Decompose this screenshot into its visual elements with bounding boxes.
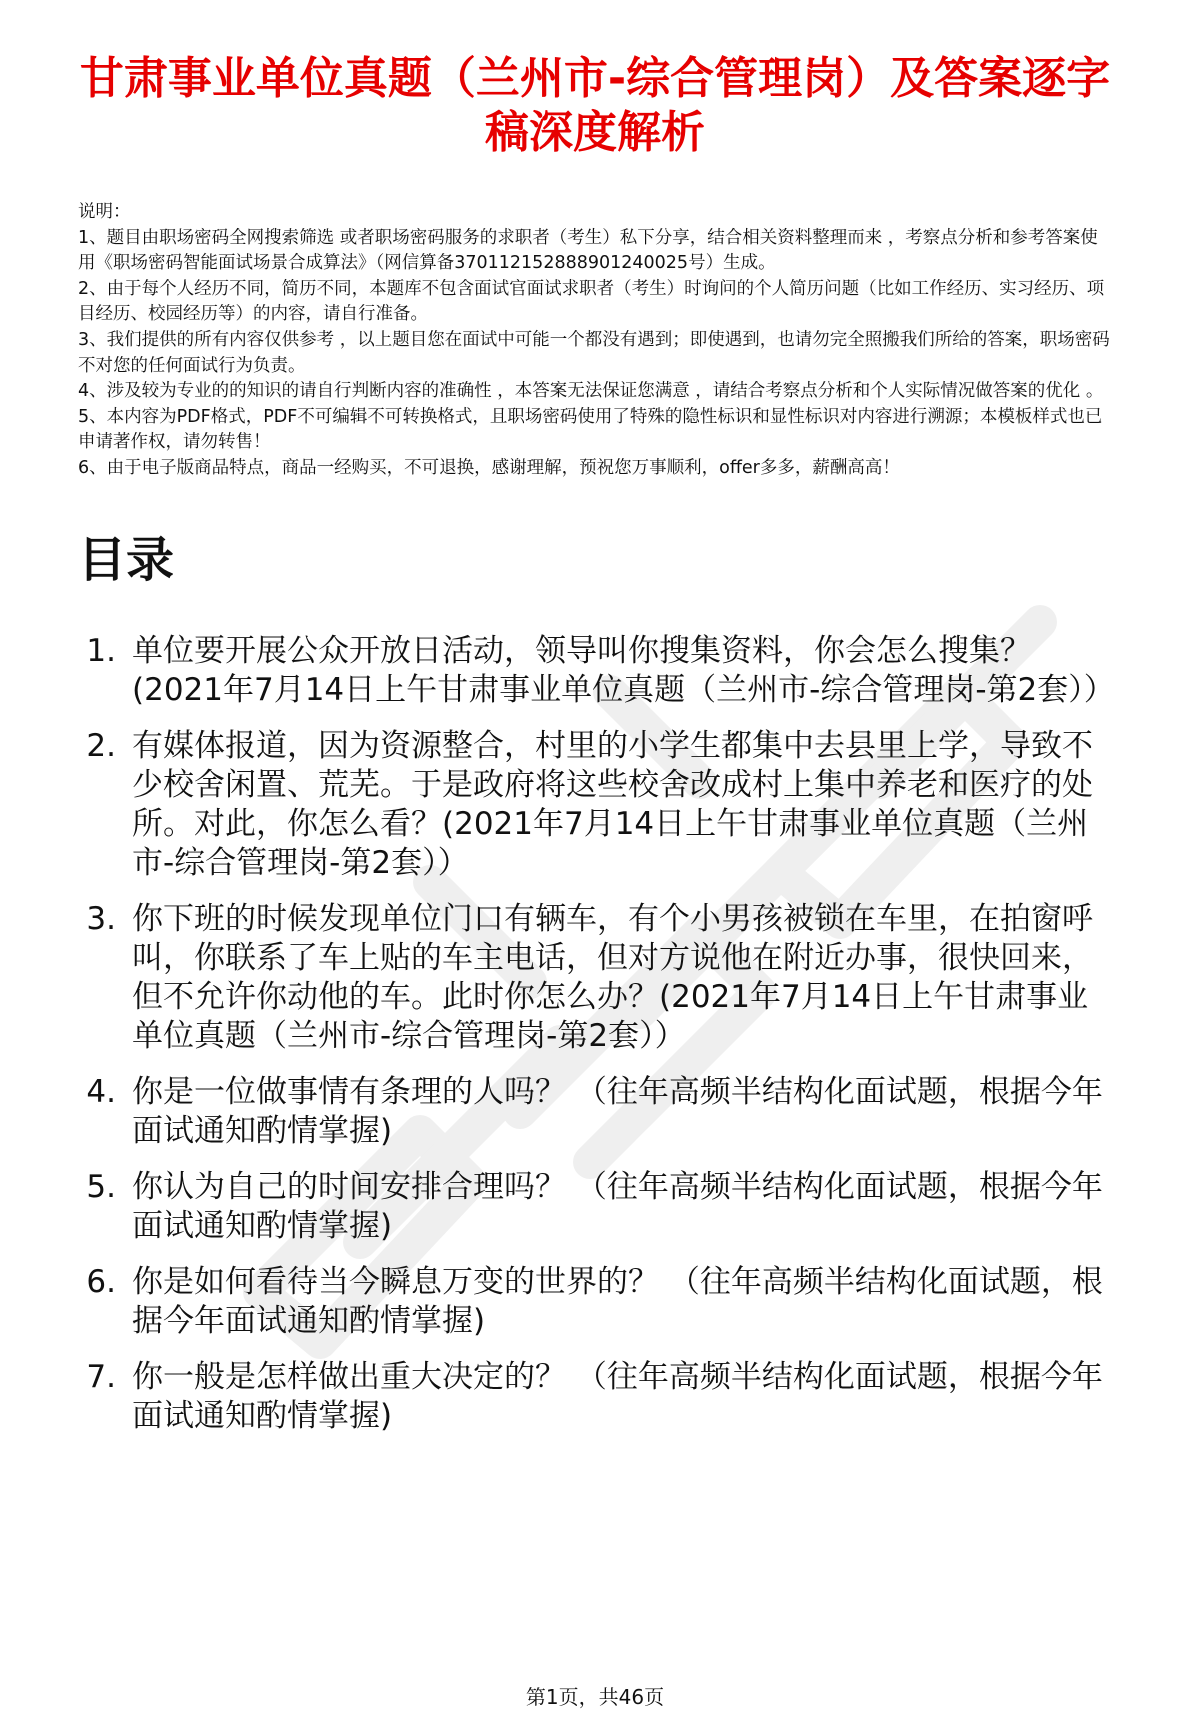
toc-item-text: 你认为自己的时间安排合理吗？ （往年高频半结构化面试题，根据今年面试通知酌情掌握) xyxy=(132,1168,1103,1244)
document-title: 甘肃事业单位真题（兰州市-综合管理岗）及答案逐字稿深度解析 xyxy=(79,53,1111,158)
toc-item[interactable] xyxy=(78,900,1112,1056)
toc-heading: 目录 xyxy=(78,531,175,588)
toc-item[interactable] xyxy=(78,1073,1112,1151)
toc-item[interactable] xyxy=(78,1168,1112,1246)
note-item: 3、我们提供的所有内容仅供参考 ，以上题目您在面试中可能一个都没有遇到；即使遇到，也请勿完全照搬我们所给的答案，职场密码不对您的任何面试行为负责。 xyxy=(78,329,1110,376)
note-item: 4、涉及较为专业的的知识的请自行判断内容的准确性 ，本答案无法保证您满意 ，请结合考察点分析和个人实际情况做答案的优化 。 xyxy=(78,381,1104,402)
toc-item[interactable] xyxy=(78,632,1115,710)
toc-item[interactable] xyxy=(78,727,1112,883)
toc-list xyxy=(78,632,1115,1436)
document-page xyxy=(0,52,1190,1436)
notes-section xyxy=(78,200,1112,482)
toc-item-number: 3 . xyxy=(78,900,126,1056)
note-item: 1、题目由职场密码全网搜索筛选 或者职场密码服务的求职者（考生）私下分享，结合相关资料整理而来 ，考察点分析和参考答案使用《职场密码智能面试场景合成算法》（网信算备370112152888901240025号）生成。 xyxy=(78,227,1098,274)
toc-item[interactable] xyxy=(78,1263,1112,1341)
notes-heading: 说明： xyxy=(78,202,131,222)
note-item: 2、由于每个人经历不同，简历不同，本题库不包含面试官面试求职者（考生）时询问的个人简历问题（比如工作经历、实习经历、项目经历、校园经历等）的内容，请自行准备。 xyxy=(78,278,1105,325)
toc-item-number: 2 . xyxy=(78,727,126,883)
toc-item-text: 你是如何看待当今瞬息万变的世界的？ （往年高频半结构化面试题，根据今年面试通知酌情掌握) xyxy=(132,1263,1103,1339)
toc-item-number: 4 . xyxy=(78,1073,126,1151)
toc-item-text: 你下班的时候发现单位门口有辆车，有个小男孩被锁在车里，在拍窗呼叫，你联系了车上贴的车主电话，但对方说他在附近办事，很快回来，但不允许你动他的车。此时你怎么办？(2021年7月14日上午甘肃事业单位真题（兰州市-综合管理岗-第2套）） xyxy=(132,900,1093,1054)
note-item: 5、本内容为PDF格式，PDF不可编辑不可转换格式，且职场密码使用了特殊的隐性标识和显性标识对内容进行溯源；本模板样式也已申请著作权，请勿转售！ xyxy=(78,406,1103,453)
page-footer: 第1页，共46页 xyxy=(525,1685,665,1709)
toc-item-text: 单位要开展公众开放日活动，领导叫你搜集资料，你会怎么搜集？(2021年7月14日上午甘肃事业单位真题（兰州市-综合管理岗-第2套）） xyxy=(132,632,1115,708)
toc-item-number: 6 . xyxy=(78,1263,126,1341)
toc-item[interactable] xyxy=(78,1358,1112,1436)
toc-item-number: 7 . xyxy=(78,1358,126,1436)
toc-item-number: 5 . xyxy=(78,1168,126,1246)
note-item: 6、由于电子版商品特点，商品一经购买，不可退换，感谢理解，预祝您万事顺利，offer多多，薪酬高高！ xyxy=(78,457,900,478)
toc-item-text: 你一般是怎样做出重大决定的？ （往年高频半结构化面试题，根据今年面试通知酌情掌握) xyxy=(132,1358,1103,1434)
toc-item-number: 1 . xyxy=(78,632,126,710)
toc-item-text: 有媒体报道，因为资源整合，村里的小学生都集中去县里上学，导致不少校舍闲置、荒芜。于是政府将这些校舍改成村上集中养老和医疗的处所。对此，你怎么看？(2021年7月14日上午甘肃事业单位真题（兰州市-综合管理岗-第2套）） xyxy=(132,727,1093,881)
toc-item-text: 你是一位做事情有条理的人吗？ （往年高频半结构化面试题，根据今年面试通知酌情掌握) xyxy=(132,1073,1103,1149)
